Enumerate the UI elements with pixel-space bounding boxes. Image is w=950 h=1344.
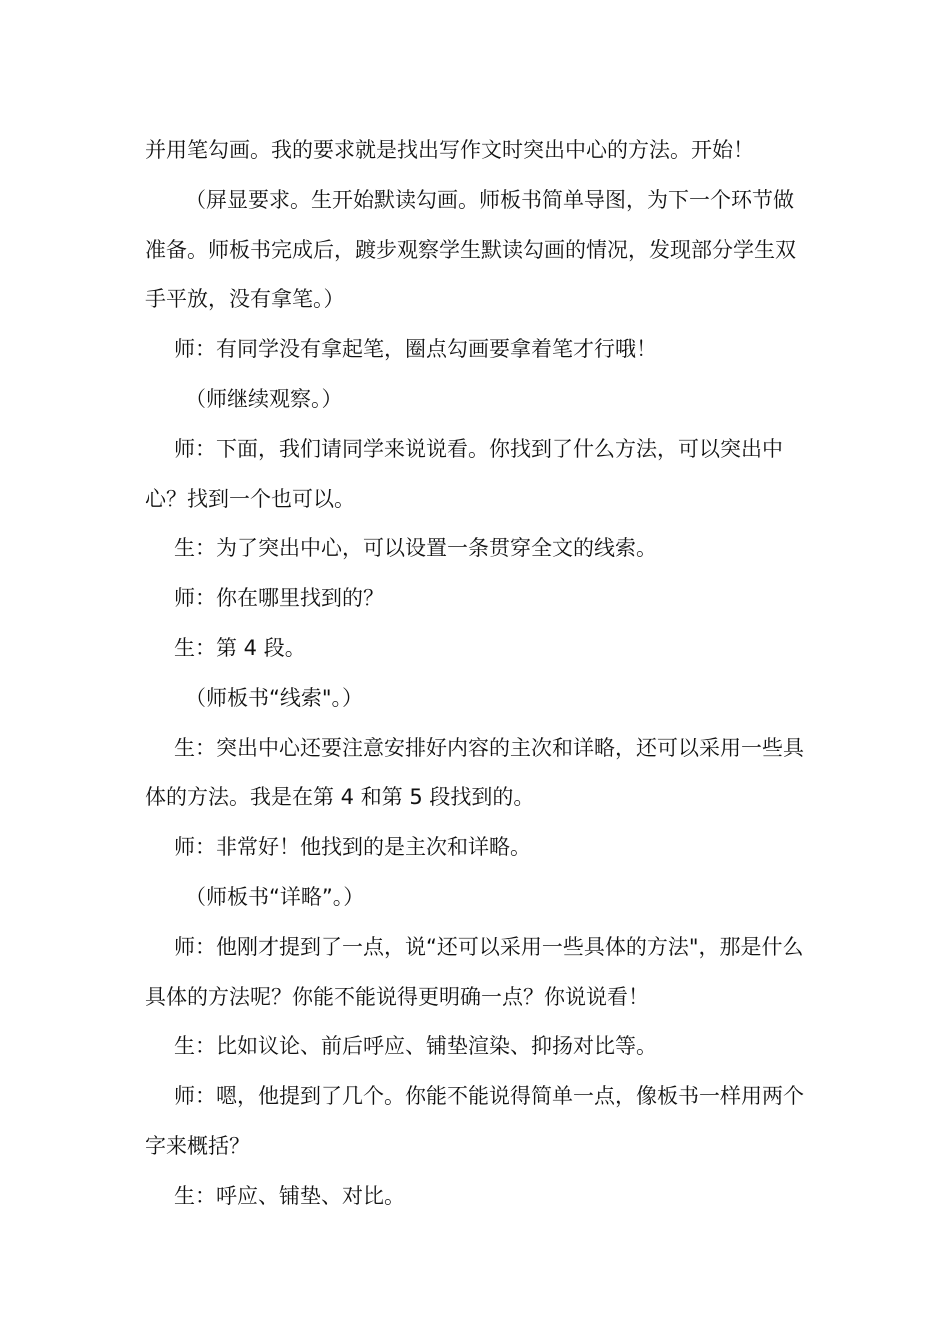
document-body <box>145 126 810 1222</box>
dialogue-line: 师：有同学没有拿起笔，圈点勾画要拿着笔才行哦！ <box>174 337 657 362</box>
dialogue-line: 生：呼应、铺垫、对比。 <box>174 1183 405 1208</box>
stage-direction: （师板书“线索"。） <box>185 685 364 710</box>
dialogue-line: 师：下面，我们请同学来说说看。你找到了什么方法，可以突出中心？找到一个也可以。 <box>145 436 783 511</box>
dialogue-line: 师：你在哪里找到的？ <box>174 586 384 611</box>
dialogue-line: 生：为了突出中心，可以设置一条贯穿全文的线索。 <box>174 536 657 561</box>
dialogue-line: 师：他刚才提到了一点，说“还可以采用一些具体的方法"，那是什么具体的方法呢？你能不能说得更明确一点？你说说看！ <box>145 934 804 1009</box>
stage-direction: （师板书“详略”。） <box>185 884 365 909</box>
stage-direction: （师继续观察。） <box>185 386 343 411</box>
dialogue-line: 生：比如议论、前后呼应、铺垫渲染、抑扬对比等。 <box>174 1034 657 1059</box>
dialogue-line: 生：第 4 段。 <box>174 635 306 660</box>
dialogue-line: 师：非常好！他找到的是主次和详略。 <box>174 835 531 860</box>
dialogue-line: 师：嗯，他提到了几个。你能不能说得简单一点，像板书一样用两个字来概括？ <box>145 1084 804 1158</box>
dialogue-line: 生：突出中心还要注意安排好内容的主次和详略，还可以采用一些具体的方法。我是在第 4 和第 5 段找到的。 <box>145 735 804 810</box>
paragraph: 并用笔勾画。我的要求就是找出写作文时突出中心的方法。开始！ <box>145 138 754 162</box>
stage-direction: （屏显要求。生开始默读勾画。师板书简单导图，为下一个环节做准备。师板书完成后，踱步观察学生默读勾画的情况，发现部分学生双手平放，没有拿笔。） <box>145 187 796 312</box>
